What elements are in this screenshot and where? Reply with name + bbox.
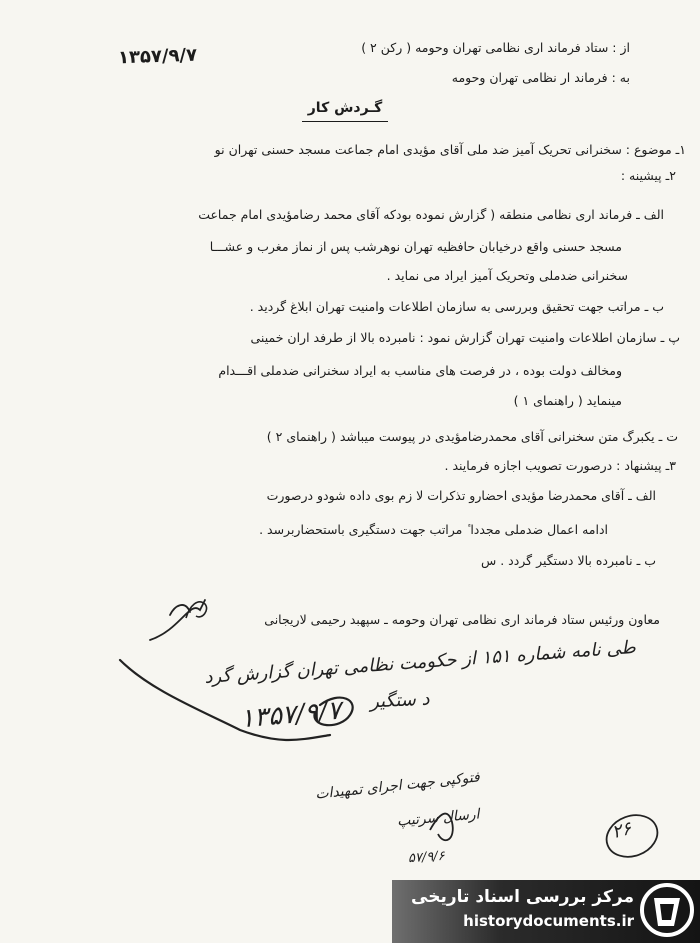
document-title: گـردش کار — [307, 100, 383, 116]
body-pe-1: پ ـ سازمان اطلاعات وامنیت تهران گزارش نمود : نامبرده بالا از طرفد اران خمینی — [250, 330, 680, 345]
handwritten-note-1: طی نامه شماره ۱۵۱ از حکومت نظامی تهران گزارش گرد — [203, 636, 637, 689]
signature-line: معاون ورئیس ستاد فرماند اری نظامی تهران وحومه ـ سپهبد رحیمی لاریجانی — [264, 612, 660, 627]
body-pe-3: مینماید ( راهنمای ۱ ) — [513, 393, 622, 408]
title-underline — [302, 121, 388, 122]
body-line-background: ۲ـ پیشینه : — [620, 168, 676, 183]
body-line-subject: ۱ـ موضوع : سخنرانی تحریک آمیز ضد ملی آقای مؤیدی امام جماعت مسجد حسنی تهران نو — [214, 142, 686, 157]
signature-scribble — [150, 600, 205, 640]
watermark-url: historydocuments.ir — [463, 912, 634, 930]
handwritten-page-number: ۲۶ — [609, 817, 634, 844]
body-be: ب ـ مراتب جهت تحقیق وبررسی به سازمان اطلاعات وامنیت تهران ابلاغ گردید . — [249, 299, 664, 314]
body-alef-3: سخنرانی ضدملی وتحریک آمیز ایراد می نماید . — [386, 268, 628, 283]
body-alef-1: الف ـ فرماند اری نظامی منطقه ( گزارش نموده بودکه آقای محمد رضامؤیدی امام جماعت — [198, 207, 664, 222]
body-pe-2: ومخالف دولت بوده ، در فرصت های مناسب به ایراد سخنرانی ضدملی اقـــدام — [218, 363, 622, 378]
document-date: ۱۳۵۷/۹/۷ — [117, 44, 198, 69]
body-be2: ب ـ نامبرده بالا دستگیر گردد . س — [480, 553, 656, 568]
body-alef-2: مسجد حسنی واقع درخیابان حافظیه تهران نوهرشب پس از نماز مغرب و عشـــا — [209, 239, 622, 254]
handwritten-note-2: د ستگیر — [369, 688, 431, 713]
body-line-proposal: ۳ـ پیشنهاد : درصورت تصویب اجازه فرمایند . — [444, 458, 676, 473]
archive-logo-icon — [640, 882, 694, 938]
body-alef2-1: الف ـ آقای محمدرضا مؤیدی احضارو تذکرات لا زم بوی داده شودو درصورت — [266, 488, 656, 503]
handwritten-date: ۱۳۵۷/۹/۷ — [238, 695, 343, 735]
header-from: از : ستاد فرماند اری نظامی تهران وحومه ( رکن ۲ ) — [361, 40, 630, 55]
handwritten-lower-2: ارسال سرتیپ — [396, 806, 481, 830]
handwritten-lower-1: فتوکپی جهت اجرای تمهیدات — [314, 769, 481, 803]
body-alef2-2: ادامه اعمال ضدملی مجددا ٔ مراتب جهت دستگیری باستحضاربرسد . — [259, 522, 608, 537]
watermark-title: مرکز بررسی اسناد تاریخی — [411, 887, 634, 907]
body-te: ت ـ یکبرگ متن سخنرانی آقای محمدرضامؤیدی در پیوست میباشد ( راهنمای ۲ ) — [266, 429, 678, 444]
header-to: به : فرماند ار نظامی تهران وحومه — [451, 70, 630, 85]
right-signature-mark — [186, 602, 207, 618]
handwritten-lower-3: ۵۷/۹/۶ — [407, 848, 446, 867]
